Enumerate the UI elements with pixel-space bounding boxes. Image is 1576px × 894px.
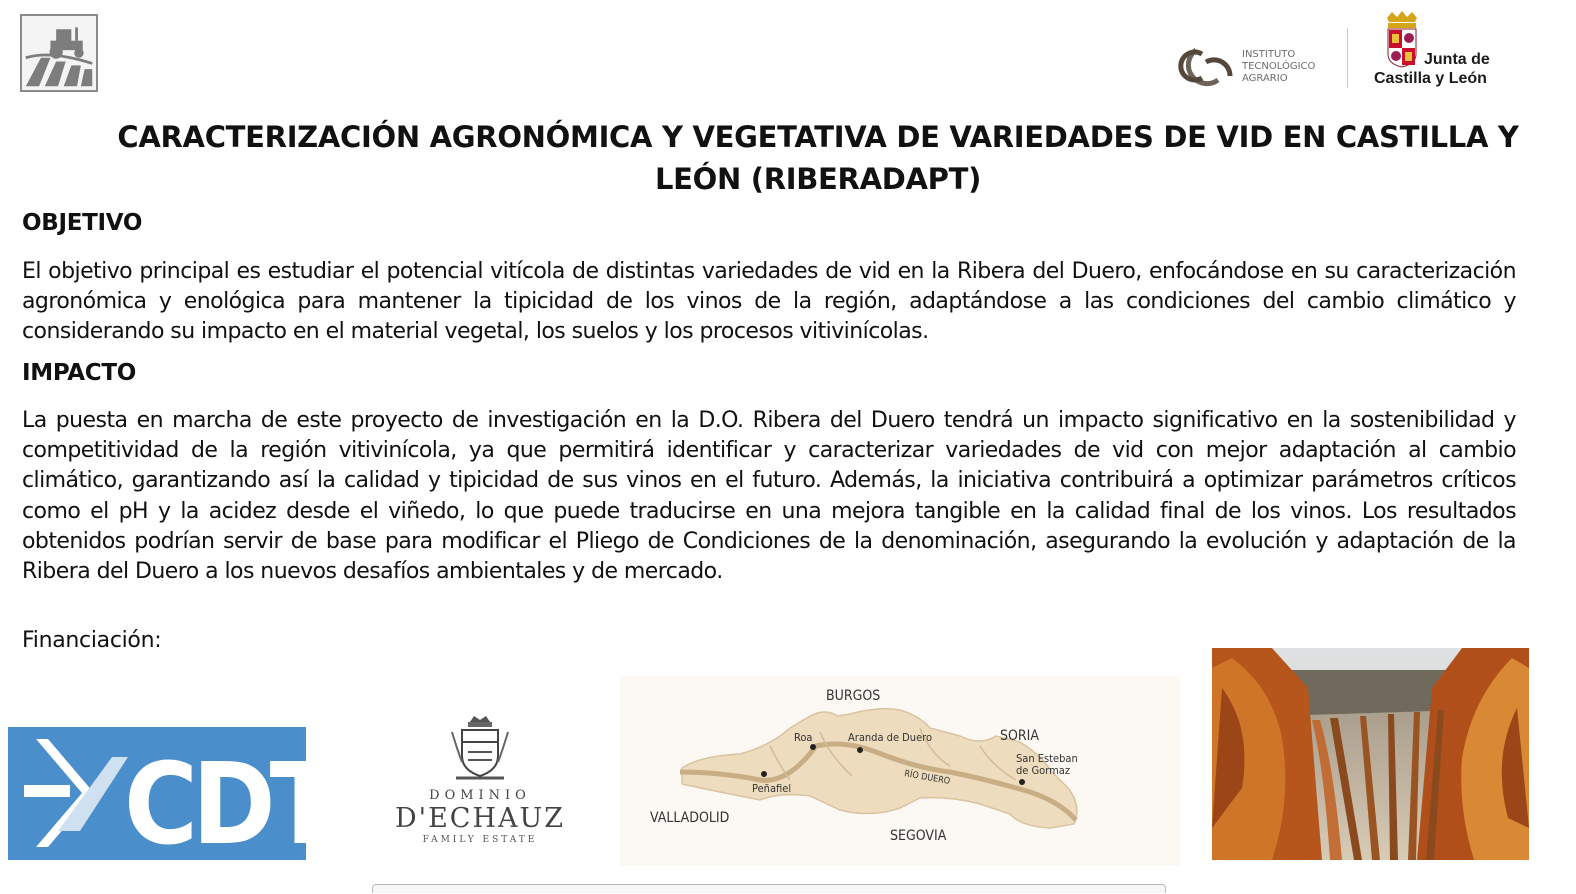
- jcyl-text: [1374, 50, 1514, 88]
- map-point-aranda: [857, 747, 863, 753]
- instituto-tecnologico-agrario-logo: [1166, 42, 1326, 90]
- map-label-penafiel: Peñafiel: [752, 782, 792, 795]
- ita-line: INSTITUTO: [1242, 49, 1296, 60]
- dechauz-name: D'ECHAUZ: [395, 803, 565, 834]
- dechauz-dominio: DOMINIO: [429, 788, 531, 803]
- ita-line: TECNOLÓGICO: [1242, 61, 1316, 72]
- cdti-logo: [8, 727, 364, 870]
- ita-line: AGRARIO: [1242, 73, 1288, 84]
- junta-castilla-leon-logo: [1374, 10, 1514, 94]
- impacto-heading: IMPACTO: [22, 360, 137, 386]
- header-divider: [1347, 28, 1348, 88]
- map-label-aranda: Aranda de Duero: [848, 731, 933, 744]
- dechauz-family-estate: FAMILY ESTATE: [422, 835, 538, 845]
- impacto-paragraph: La puesta en marcha de este proyecto de investigación en la D.O. Ribera del Duero tendrá un impacto significativo en la sostenibilidad y competitividad de la región vitivinícola, ya que permitirá identificar y caracterizar variedades de vid con mejor adaptación al cambio climático, garantizando así la calidad y tipicidad de sus vinos en el futuro. Además, la iniciativa contribuirá a optimizar parámetros críticos como el pH y la acidez desde el viñedo, lo que puede traducirse en una mejora tangible en la calidad final de los vinos. Los resultados obtenidos podrían servir de base para modificar el Pliego de Condiciones de la denominación, asegurando la evolución y adaptación de la Ribera del Duero a los nuevos desafíos ambientales y de mercado.: [22, 408, 1516, 585]
- map-label-burgos: BURGOS: [826, 688, 881, 704]
- cdti-arrow-icon: [8, 727, 364, 870]
- map-point-penafiel: [761, 771, 767, 777]
- map-label-valladolid: VALLADOLID: [650, 810, 730, 826]
- ita-text: [1242, 49, 1315, 85]
- jcyl-line-2: Castilla y León: [1374, 70, 1487, 87]
- bottom-panel-edge: [372, 884, 1166, 893]
- objetivo-paragraph: El objetivo principal es estudiar el potencial vitícola de distintas variedades de vid en la Ribera del Duero, enfocándose en su caracterización agronómica y enológica para mantener la tipicidad de los vinos de la región, adaptándose a las condiciones del cambio climático y considerando su impacto en el material vegetal, los suelos y los procesos vitivinícolas.: [22, 259, 1516, 345]
- tractor-logo: [20, 14, 98, 92]
- tractor-icon: [22, 16, 96, 90]
- objetivo-heading: OBJETIVO: [22, 210, 143, 236]
- map-label-segovia: SEGOVIA: [890, 828, 947, 844]
- vineyard-image: [1212, 648, 1529, 860]
- page-title: CARACTERIZACIÓN AGRONÓMICA Y VEGETATIVA DE VARIEDADES DE VID EN CASTILLA Y LEÓN (RIBERADAPT): [117, 120, 1519, 196]
- dominio-dechauz-logo: [380, 712, 580, 862]
- map-label-san-esteban-2: de Gormaz: [1016, 764, 1071, 777]
- ribera-del-duero-map: [620, 676, 1180, 866]
- map-drawing: [620, 676, 1180, 866]
- financiacion-label: Financiación:: [22, 628, 162, 653]
- vineyard-photo: [1212, 648, 1529, 860]
- map-label-soria: SORIA: [1000, 728, 1039, 744]
- dechauz-crest-icon: [448, 712, 512, 784]
- map-label-river: RÍO DUERO: [903, 769, 951, 787]
- ita-swirl-icon: [1166, 42, 1238, 90]
- jcyl-line-1: Junta de: [1424, 51, 1490, 68]
- map-point-roa: [810, 744, 816, 750]
- map-point-san-esteban: [1019, 779, 1025, 785]
- map-label-roa: Roa: [794, 731, 813, 744]
- map-label-san-esteban-1: San Esteban: [1016, 752, 1078, 765]
- cdti-wordmark: CDTI: [124, 740, 364, 870]
